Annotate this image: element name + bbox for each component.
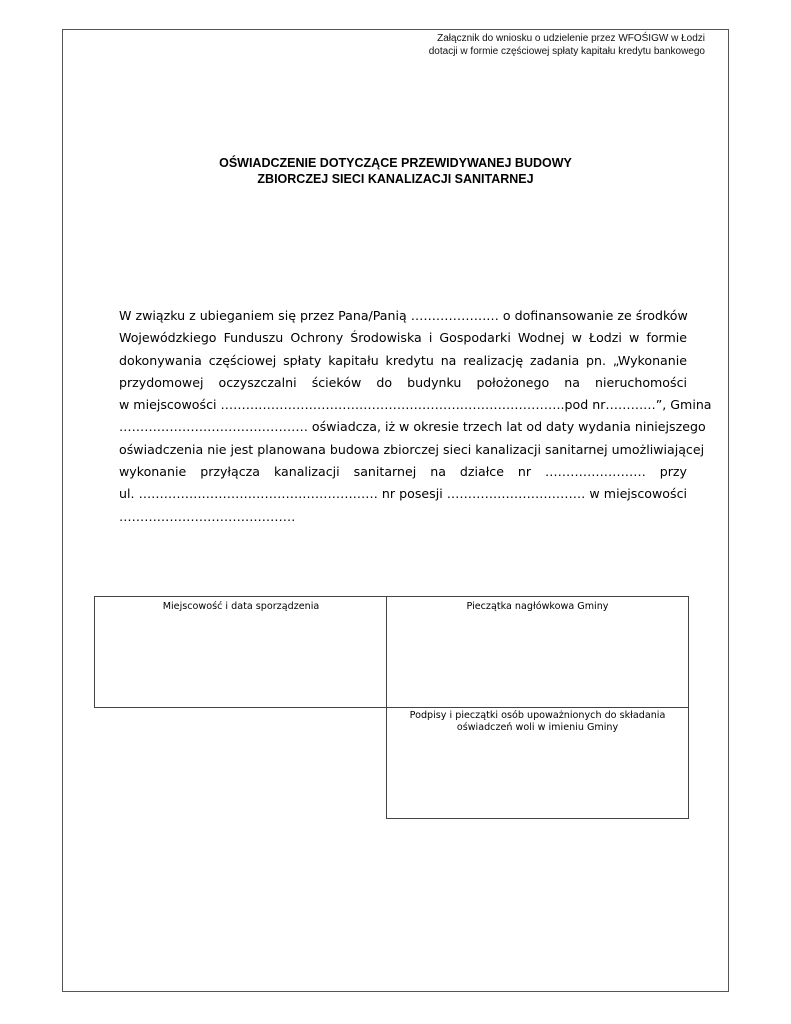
body-line: oświadczenia nie jest planowana budowa zbiorczej sieci kanalizacji sanitarnej umożliwiającej xyxy=(119,441,705,457)
document-title-line-1: OŚWIADCZENIE DOTYCZĄCE PRZEWIDYWANEJ BUDOWY xyxy=(219,156,572,170)
body-line: …………………………………… xyxy=(119,508,296,524)
place-date-label: Miejscowość i data sporządzenia xyxy=(162,601,320,612)
attachment-note-line-1: Załącznik do wniosku o udzielenie przez WFOŚIGW w Łodzi xyxy=(437,33,705,44)
body-line: przydomowej oczyszczalni ścieków do budynku położonego na nieruchomości xyxy=(119,374,687,390)
body-line: Wojewódzkiego Funduszu Ochrony Środowiska i Gospodarki Wodnej w Łodzi w formie xyxy=(119,330,687,346)
signatures-cell xyxy=(386,707,689,819)
document-title xyxy=(62,155,729,187)
place-date-cell xyxy=(94,596,387,708)
body-line: ……………………………………… oświadcza, iż w okresie trzech lat od daty wydania niniejszego xyxy=(119,419,706,435)
attachment-note-line-2: dotacji w formie częściowej spłaty kapitału kredytu bankowego xyxy=(428,46,705,57)
body-line: ul. ………………………………………………… nr posesji …………………………… w miejscowości xyxy=(119,486,687,502)
body-line: dokonywania częściowej spłaty kapitału kredytu na realizację zadania pn. „Wykonanie xyxy=(119,352,687,368)
signatures-label-line-1: Podpisy i pieczątki osób upoważnionych do składania xyxy=(409,710,666,721)
declaration-body xyxy=(119,305,712,528)
body-line: wykonanie przyłącza kanalizacji sanitarnej na działce nr …………………… przy xyxy=(119,464,687,480)
body-line: w miejscowości ……………………………………………………………………….pod nr…………”, Gmina xyxy=(119,397,712,413)
attachment-note xyxy=(285,32,705,58)
signature-table xyxy=(94,596,689,819)
municipality-stamp-cell xyxy=(386,596,689,708)
document-title-line-2: ZBIORCZEJ SIECI KANALIZACJI SANITARNEJ xyxy=(257,172,534,186)
body-line: W związku z ubieganiem się przez Pana/Panią ………………… o dofinansowanie ze środków xyxy=(119,308,688,323)
municipality-stamp-label: Pieczątka nagłówkowa Gminy xyxy=(466,601,609,612)
signatures-label-line-2: oświadczeń woli w imieniu Gminy xyxy=(456,722,619,733)
